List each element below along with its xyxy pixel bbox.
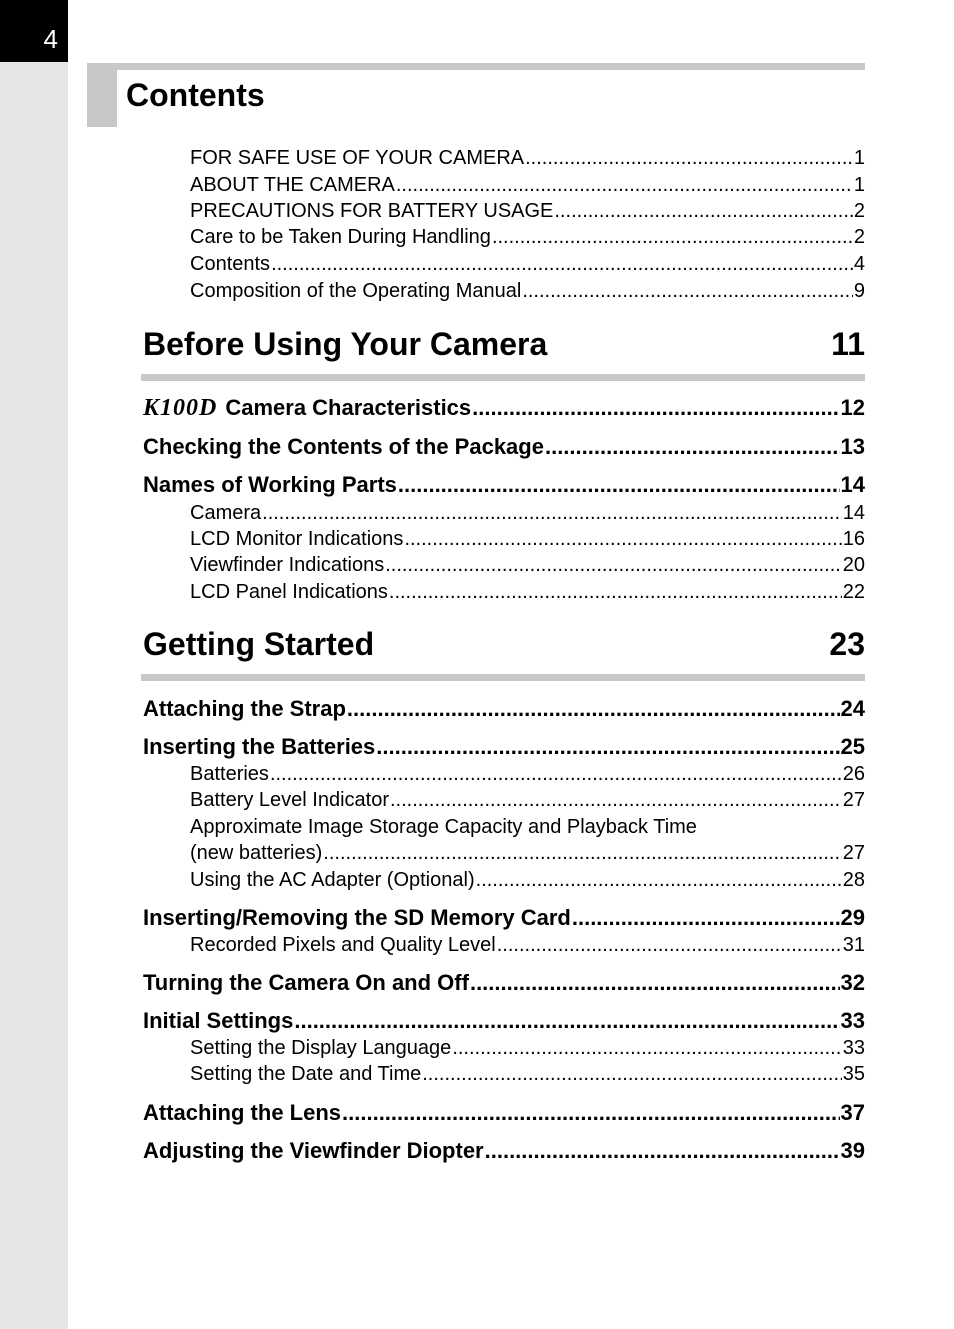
section-title: Before Using Your Camera [143,326,548,362]
toc-entry-page: 14 [842,502,865,524]
toc-entry-label: PRECAUTIONS FOR BATTERY USAGE [190,200,554,222]
toc-entry-page: 1 [853,147,865,169]
toc-entry-label: Using the AC Adapter (Optional) [190,869,475,891]
toc-entry-label: LCD Panel Indications [190,581,388,603]
toc-entry[interactable] [143,905,865,931]
dot-leader [396,174,853,197]
toc-entry-label: Adjusting the Viewfinder Diopter [143,1138,484,1163]
dot-leader [485,1138,840,1164]
toc-entry[interactable] [190,869,865,892]
toc-entry-page: 9 [853,280,865,302]
toc-entry[interactable] [190,174,865,197]
toc-entry-label: Turning the Camera On and Off [143,970,469,995]
toc-entry[interactable] [190,200,865,223]
dot-leader [492,226,853,249]
toc-entry-label: Checking the Contents of the Package [143,434,544,459]
dot-leader [385,554,842,577]
toc-entry-label: Setting the Date and Time [190,1063,422,1085]
dot-leader [389,581,842,604]
toc-entry-page: 27 [842,789,865,811]
toc-entry[interactable] [143,1138,865,1164]
contents-header-block [87,63,117,127]
toc-entry-page: 28 [842,869,865,891]
toc-entry[interactable] [190,842,865,865]
toc-entry-page: 26 [842,763,865,785]
toc-entry[interactable] [190,1037,865,1060]
toc-entry-page: 22 [842,581,865,603]
dot-leader [347,696,840,722]
toc-entry-page: 2 [853,226,865,248]
toc-entry-label: Composition of the Operating Manual [190,280,522,302]
dot-leader [525,147,853,170]
dot-leader [522,280,853,303]
toc-entry[interactable] [190,280,865,303]
toc-entry-label: Attaching the Strap [143,696,346,721]
toc-entry[interactable] [190,502,865,525]
toc-entry-page: 2 [853,200,865,222]
toc-entry-label: ABOUT THE CAMERA [190,174,395,196]
section-heading-getting-started[interactable] [143,626,865,662]
dot-leader [404,528,841,551]
toc-entry[interactable] [190,789,865,812]
toc-entry-label: Contents [190,253,271,275]
toc-entry-page: 32 [840,970,865,995]
toc-entry[interactable] [143,1100,865,1126]
toc-entry[interactable] [190,226,865,249]
toc-entry-label: Camera [190,502,262,524]
k100d-logo: K100D [143,395,218,421]
toc-entry[interactable] [190,934,865,957]
section-page: 23 [829,626,865,662]
toc-entry[interactable] [143,970,865,996]
toc-entry-page: 20 [842,554,865,576]
dot-leader [545,434,840,460]
toc-entry[interactable] [190,147,865,170]
section-heading-before-using[interactable] [143,326,865,362]
toc-entry-page: 33 [840,1008,865,1033]
toc-entry-page: 1 [853,174,865,196]
page-number: 4 [43,24,58,54]
toc-entry-label: K100D Camera Characteristics [143,395,472,421]
toc-entry-page: 37 [840,1100,865,1125]
dot-leader [452,1037,841,1060]
toc-entry[interactable] [190,1063,865,1086]
toc-entry-page: 4 [853,253,865,275]
contents-header-bar [87,63,865,70]
page-number-tab [0,0,68,62]
dot-leader [262,502,842,525]
toc-entry-page: 31 [842,934,865,956]
section-title: Getting Started [143,626,375,662]
dot-leader [271,253,853,276]
toc-entry[interactable] [143,395,865,422]
toc-entry-page: 29 [840,905,865,930]
toc-entry-page: 12 [840,395,865,420]
toc-entry-page: 35 [842,1063,865,1085]
toc-entry-label: Initial Settings [143,1008,294,1033]
dot-leader [422,1063,842,1086]
toc-entry[interactable] [190,528,865,551]
section-page: 11 [831,326,865,362]
toc-entry-label: Battery Level Indicator [190,789,389,811]
dot-leader [398,472,840,498]
toc-entry-label: Inserting/Removing the SD Memory Card [143,905,571,930]
toc-entry-page: 27 [842,842,865,864]
toc-entry[interactable] [143,696,865,722]
toc-entry-page: 13 [840,434,865,459]
dot-leader [390,789,842,812]
dot-leader [572,905,840,931]
toc-entry-label: LCD Monitor Indications [190,528,404,550]
toc-entry[interactable] [190,581,865,604]
toc-entry[interactable] [190,554,865,577]
toc-entry-label: Recorded Pixels and Quality Level [190,934,496,956]
dot-leader [476,869,842,892]
dot-leader [470,970,840,996]
toc-entry[interactable] [143,734,865,760]
toc-entry-page: 33 [842,1037,865,1059]
dot-leader [342,1100,840,1126]
toc-entry-label: Names of Working Parts [143,472,397,497]
toc-entry-page: 16 [842,528,865,550]
toc-entry-label: Attaching the Lens [143,1100,342,1125]
dot-leader [554,200,852,223]
dot-leader [472,395,839,421]
dot-leader [323,842,841,865]
toc-entry-page: 39 [840,1138,865,1163]
toc-entry-page: 14 [840,472,865,497]
toc-entry[interactable] [143,472,865,498]
toc-entry-page: 24 [840,696,865,721]
dot-leader [376,734,839,760]
toc-entry-label: Batteries [190,763,269,785]
dot-leader [270,763,842,786]
dot-leader [294,1008,839,1034]
section-rule [141,374,865,381]
toc-entry-page: 25 [840,734,865,759]
toc-entry-label: Viewfinder Indications [190,554,385,576]
toc-entry-label: (new batteries) [190,842,323,864]
toc-entry[interactable] [190,253,865,276]
section-rule [141,674,865,681]
toc-entry-label: Inserting the Batteries [143,734,376,759]
toc-entry-label: Care to be Taken During Handling [190,226,491,248]
toc-entry-label: Setting the Display Language [190,1037,452,1059]
toc-entry-label-line1[interactable]: Approximate Image Storage Capacity and Playback Time [190,816,697,838]
dot-leader [497,934,842,957]
contents-title: Contents [126,77,265,113]
side-margin-strip [0,0,68,1329]
toc-entry[interactable] [143,1008,865,1034]
toc-entry[interactable] [143,434,865,460]
toc-entry-label: FOR SAFE USE OF YOUR CAMERA [190,147,525,169]
toc-entry[interactable] [190,763,865,786]
